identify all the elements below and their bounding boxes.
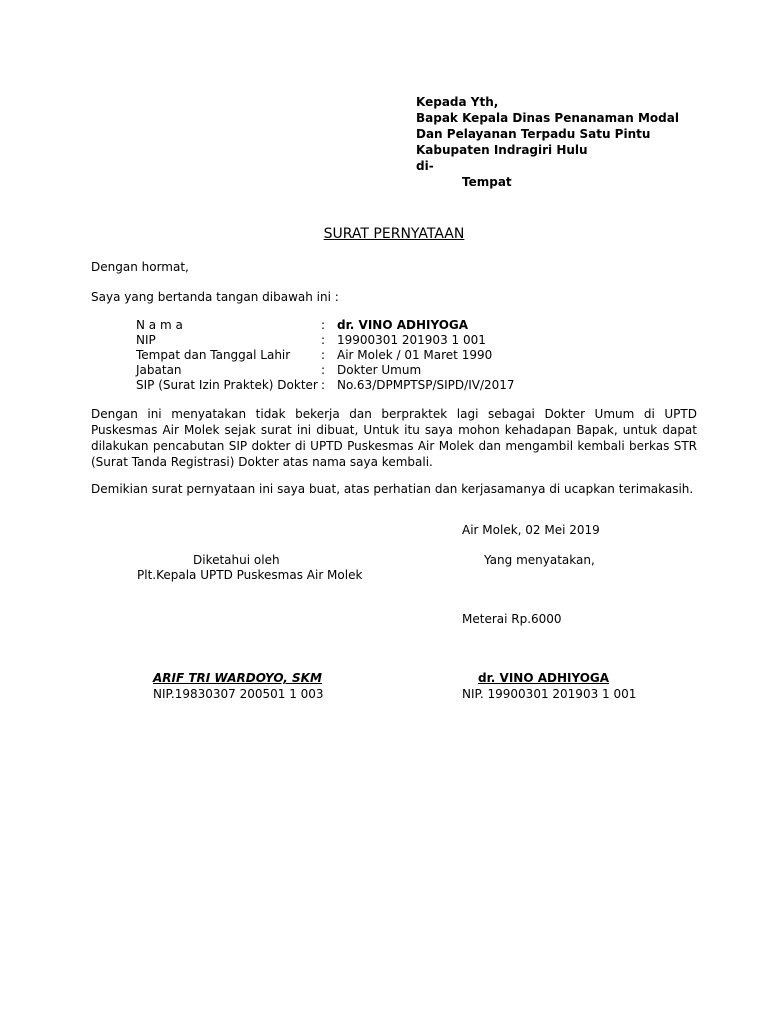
- intro-text: Saya yang bertanda tangan dibawah ini :: [91, 290, 339, 304]
- identity-value: Air Molek / 01 Maret 1990: [337, 348, 493, 362]
- place-date: Air Molek, 02 Mei 2019: [462, 523, 600, 537]
- identity-colon: :: [321, 333, 326, 347]
- identity-label: Tempat dan Tanggal Lahir: [136, 348, 291, 362]
- addressee-line: di-: [416, 159, 434, 173]
- addressee-line: Bapak Kepala Dinas Penanaman Modal: [416, 111, 679, 125]
- closing-paragraph: Demikian surat pernyataan ini saya buat, atas perhatian dan kerjasamanya di ucapkan terimakasih.: [91, 482, 694, 496]
- document-title: SURAT PERNYATAAN: [323, 226, 465, 242]
- signer-nip: NIP. 19900301 201903 1 001: [462, 687, 637, 701]
- identity-colon: :: [321, 378, 326, 392]
- stating-label: Yang menyatakan,: [484, 553, 595, 567]
- stamp-duty-label: Meterai Rp.6000: [462, 612, 562, 626]
- identity-colon: :: [321, 363, 326, 377]
- approver-role: Plt.Kepala UPTD Puskesmas Air Molek: [137, 568, 363, 582]
- approver-name: ARIF TRI WARDOYO, SKM: [153, 671, 322, 685]
- identity-table: [136, 318, 515, 393]
- body-paragraph: Dengan ini menyatakan tidak bekerja dan berpraktek lagi sebagai Dokter Umum di UPTD Puskesmas Air Molek sejak surat ini dibuat, Untuk itu saya mohon kehadapan Bapak, untuk dapat dilakukan pencabutan SIP dokter di UPTD Puskesmas Air Molek dan mengambil kembali berkas STR (Surat Tanda Registrasi) Dokter atas nama saya kembali.: [91, 407, 697, 469]
- identity-value: Dokter Umum: [337, 363, 422, 377]
- identity-row: [136, 363, 515, 378]
- identity-value: No.63/DPMPTSP/SIPD/IV/2017: [337, 378, 515, 392]
- identity-colon: :: [321, 348, 326, 362]
- identity-label: Jabatan: [136, 363, 182, 377]
- greeting: Dengan hormat,: [91, 260, 189, 274]
- addressee-line: Kepada Yth,: [416, 95, 499, 109]
- addressee-line: Tempat: [462, 175, 512, 189]
- signer-name: dr. VINO ADHIYOGA: [478, 671, 610, 685]
- identity-row: [136, 348, 515, 363]
- addressee-block: [416, 94, 679, 190]
- identity-value: dr. VINO ADHIYOGA: [337, 318, 469, 332]
- approver-nip: NIP.19830307 200501 1 003: [153, 687, 324, 701]
- identity-row: [136, 333, 515, 348]
- identity-row: [136, 318, 515, 333]
- identity-label: N a m a: [136, 318, 183, 332]
- identity-row: [136, 378, 515, 393]
- identity-colon: :: [321, 318, 326, 332]
- addressee-line: Kabupaten Indragiri Hulu: [416, 143, 588, 157]
- identity-label: NIP: [136, 333, 156, 347]
- identity-value: 19900301 201903 1 001: [337, 333, 486, 347]
- identity-label: SIP (Surat Izin Praktek) Dokter: [136, 378, 318, 392]
- addressee-line: Dan Pelayanan Terpadu Satu Pintu: [416, 127, 651, 141]
- known-by-label: Diketahui oleh: [193, 553, 280, 567]
